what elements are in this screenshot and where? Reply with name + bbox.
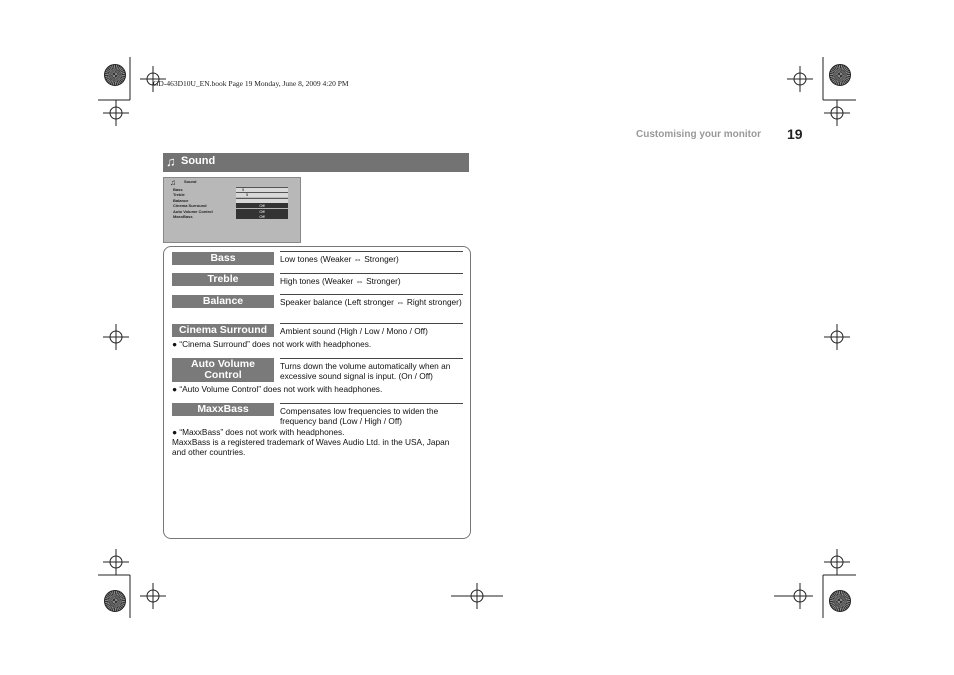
setting-label-auto-volume-control: Auto Volume Control [172, 358, 274, 382]
osd-value: Off [236, 209, 288, 214]
note-text: “Auto Volume Control” does not work with headphones. [179, 384, 383, 394]
trademark-note: MaxxBass is a registered trademark of Waves Audio Ltd. in the USA, Japan and other countries. [172, 437, 450, 457]
osd-item: Auto Volume Control [173, 209, 213, 214]
section-heading-bar [163, 153, 469, 172]
note-text: “Cinema Surround” does not work with headphones. [179, 339, 372, 349]
osd-item: Cinema Surround [173, 203, 207, 208]
setting-description-bass: Low tones (Weaker ⇔ Stronger) [280, 251, 463, 264]
setting-description-treble: High tones (Weaker ⇔ Stronger) [280, 273, 463, 286]
setting-label-maxxbass: MaxxBass [172, 403, 274, 416]
osd-value: Off [236, 203, 288, 208]
osd-music-note-icon: ♫ [170, 178, 176, 187]
setting-description-balance: Speaker balance (Left stronger ⇔ Right stronger) [280, 294, 463, 307]
bullet-icon: ● [172, 384, 178, 394]
setting-description-auto-volume-control: Turns down the volume automatically when an excessive sound signal is input. (On / Off) [280, 358, 463, 381]
section-title: Sound [181, 155, 216, 167]
osd-item: Bass [173, 187, 183, 192]
note-text: “MaxxBass” does not work with headphones. [179, 427, 345, 437]
setting-description-maxxbass: Compensates low frequencies to widen the frequency band (Low / High / Off) [280, 403, 463, 426]
osd-slider-value: 5 [242, 187, 245, 192]
osd-item: Treble [173, 192, 185, 197]
setting-label-bass: Bass [172, 252, 274, 265]
bullet-icon: ● [172, 339, 178, 349]
note-cinema-surround [172, 339, 371, 349]
osd-item: Balance [173, 198, 189, 203]
bullet-icon: ● [172, 427, 178, 437]
osd-title: Sound [184, 179, 197, 184]
osd-sound-menu-screenshot [163, 177, 301, 243]
osd-item: MaxxBass [173, 214, 193, 219]
running-title: Customising your monitor [636, 129, 761, 140]
note-maxxbass [172, 427, 344, 437]
print-header: GD-463D10U_EN.book Page 19 Monday, June 8, 2009 4:20 PM [153, 79, 349, 88]
osd-slider-value: 5 [246, 192, 249, 197]
setting-label-balance: Balance [172, 295, 274, 308]
setting-label-cinema-surround: Cinema Surround [172, 324, 274, 337]
note-auto-volume-control [172, 384, 382, 394]
osd-value: Off [236, 214, 288, 219]
setting-label-treble: Treble [172, 273, 274, 286]
music-note-icon: ♫ [166, 154, 176, 169]
page-number: 19 [787, 126, 803, 142]
osd-slider [236, 192, 288, 197]
setting-description-cinema-surround: Ambient sound (High / Low / Mono / Off) [280, 323, 463, 336]
